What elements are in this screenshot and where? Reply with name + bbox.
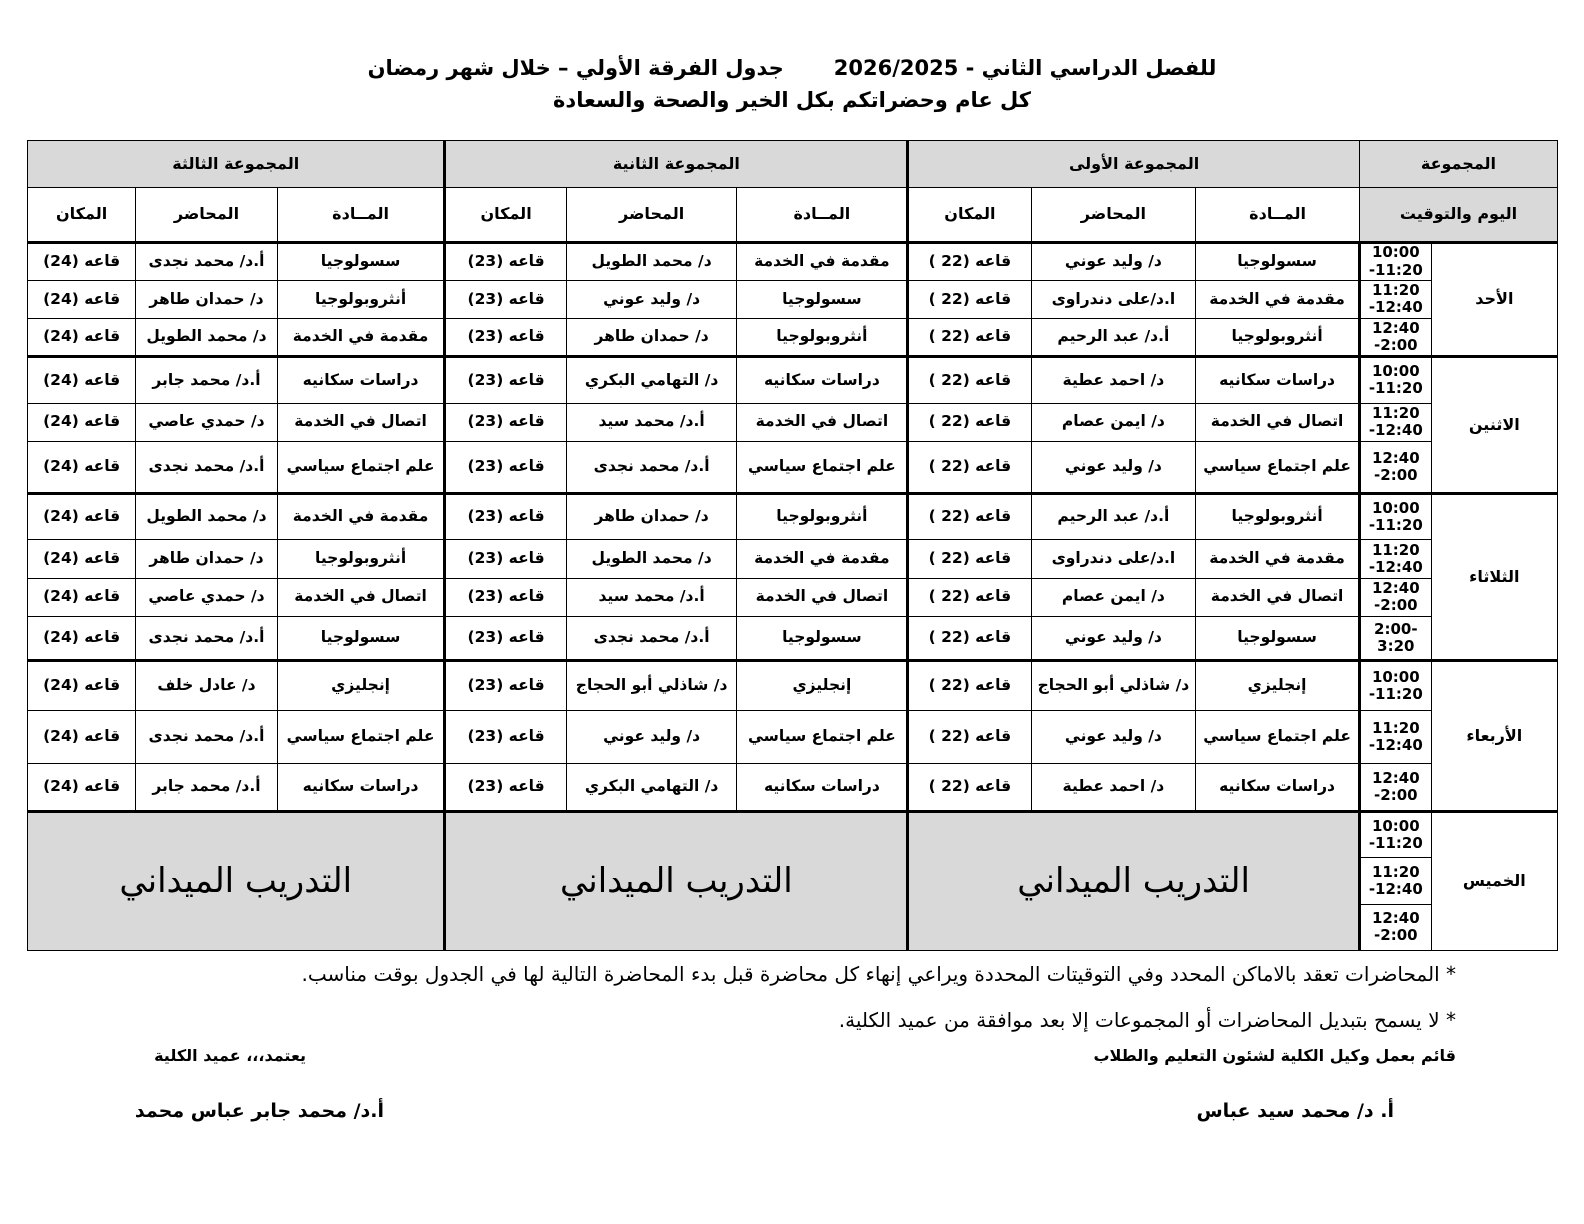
lecturer-cell: د/ محمد الطويل bbox=[566, 242, 737, 280]
time-slot: 12:40 -2:00 bbox=[1359, 763, 1431, 811]
subject-cell: مقدمة في الخدمة bbox=[737, 242, 908, 280]
lecturer-cell: أ.د/ عبد الرحيم bbox=[1031, 319, 1196, 357]
schedule-row bbox=[28, 319, 1558, 357]
lecturer-cell: د/ ايمن عصام bbox=[1031, 403, 1196, 441]
group-col-header: المجموعة bbox=[1359, 141, 1557, 188]
place-cell: قاعه (24) bbox=[28, 661, 136, 711]
time-slot: 12:40 -2:00 bbox=[1359, 319, 1431, 357]
subject-cell: مقدمة في الخدمة bbox=[277, 319, 445, 357]
day-label: الأحد bbox=[1431, 242, 1557, 357]
day-label: الاثنين bbox=[1431, 357, 1557, 494]
place-cell: قاعه (22 ) bbox=[908, 280, 1031, 318]
subject-cell: علم اجتماع سياسي bbox=[737, 711, 908, 763]
subject-cell: سسولوجيا bbox=[1196, 242, 1360, 280]
place-cell: قاعه (23) bbox=[445, 661, 566, 711]
lecturer-cell: د/ وليد عوني bbox=[1031, 616, 1196, 660]
time-slot: 11:20 -12:40 bbox=[1359, 280, 1431, 318]
subject-cell: أنثروبولوجيا bbox=[277, 540, 445, 578]
time-slot: 10:00 -11:20 bbox=[1359, 661, 1431, 711]
place-cell: قاعه (23) bbox=[445, 280, 566, 318]
place-cell: قاعه (23) bbox=[445, 578, 566, 616]
lecturer-cell: أ.د/ محمد جابر bbox=[136, 357, 277, 403]
time-slot: 10:00 -11:20 bbox=[1359, 242, 1431, 280]
subject-cell: اتصال في الخدمة bbox=[277, 578, 445, 616]
time-slot: 10:00 -11:20 bbox=[1359, 494, 1431, 540]
place-cell: قاعه (24) bbox=[28, 242, 136, 280]
lecturer-cell: د/ وليد عوني bbox=[566, 280, 737, 318]
page-subtitle: كل عام وحضراتكم بكل الخير والصحة والسعادة bbox=[553, 88, 1031, 112]
subject-cell: دراسات سكانيه bbox=[277, 763, 445, 811]
lecturer-cell: أ.د/ محمد نجدى bbox=[136, 616, 277, 660]
subject-cell: إنجليزي bbox=[1196, 661, 1360, 711]
place-cell: قاعه (24) bbox=[28, 616, 136, 660]
lecturer-cell: د/ احمد عطية bbox=[1031, 763, 1196, 811]
subject-cell: سسولوجيا bbox=[737, 616, 908, 660]
schedule-row bbox=[28, 494, 1558, 540]
group-header-2: المجموعة الثانية bbox=[445, 141, 908, 188]
subject-cell: اتصال في الخدمة bbox=[277, 403, 445, 441]
place-cell: قاعه (23) bbox=[445, 711, 566, 763]
place-cell: قاعه (23) bbox=[445, 319, 566, 357]
lecturer-cell: أ.د/ محمد نجدى bbox=[566, 616, 737, 660]
lecturer-cell: د/ وليد عوني bbox=[566, 711, 737, 763]
subject-cell: مقدمة في الخدمة bbox=[1196, 540, 1360, 578]
place-cell: قاعه (22 ) bbox=[908, 763, 1031, 811]
place-header: المكان bbox=[28, 188, 136, 242]
place-cell: قاعه (22 ) bbox=[908, 242, 1031, 280]
lecturer-cell: د/ وليد عوني bbox=[1031, 441, 1196, 493]
place-header: المكان bbox=[908, 188, 1031, 242]
place-cell: قاعه (22 ) bbox=[908, 441, 1031, 493]
lecturer-cell: د/ حمدي عاصي bbox=[136, 403, 277, 441]
place-cell: قاعه (24) bbox=[28, 319, 136, 357]
schedule-row bbox=[28, 540, 1558, 578]
subject-cell: اتصال في الخدمة bbox=[737, 578, 908, 616]
place-cell: قاعه (24) bbox=[28, 280, 136, 318]
signature-title-dean: يعتمد،،، عميد الكلية bbox=[154, 1046, 306, 1065]
place-cell: قاعه (24) bbox=[28, 763, 136, 811]
lecturer-header: المحاضر bbox=[1031, 188, 1196, 242]
time-slot: 11:20 -12:40 bbox=[1359, 711, 1431, 763]
day-label: الخميس bbox=[1431, 812, 1557, 951]
day-label: الأربعاء bbox=[1431, 661, 1557, 812]
time-slot: 11:20 -12:40 bbox=[1359, 403, 1431, 441]
subject-cell: علم اجتماع سياسي bbox=[1196, 441, 1360, 493]
lecturer-cell: أ.د/ عبد الرحيم bbox=[1031, 494, 1196, 540]
place-cell: قاعه (23) bbox=[445, 540, 566, 578]
day-time-header: اليوم والتوقيت bbox=[1359, 188, 1557, 242]
subject-cell: علم اجتماع سياسي bbox=[277, 711, 445, 763]
place-cell: قاعه (22 ) bbox=[908, 357, 1031, 403]
schedule-row bbox=[28, 403, 1558, 441]
signature-title-vice-dean: قائم بعمل وكيل الكلية لشئون التعليم والطلاب bbox=[1093, 1046, 1456, 1065]
lecturer-cell: د/ التهامي البكري bbox=[566, 357, 737, 403]
place-cell: قاعه (23) bbox=[445, 441, 566, 493]
lecturer-cell: د/ احمد عطية bbox=[1031, 357, 1196, 403]
subject-cell: إنجليزي bbox=[277, 661, 445, 711]
lecturer-cell: د/ وليد عوني bbox=[1031, 711, 1196, 763]
schedule-row bbox=[28, 578, 1558, 616]
subject-cell: دراسات سكانيه bbox=[737, 763, 908, 811]
lecturer-cell: أ.د/ محمد جابر bbox=[136, 763, 277, 811]
subject-cell: مقدمة في الخدمة bbox=[737, 540, 908, 578]
time-slot: 10:00 -11:20 bbox=[1359, 812, 1431, 858]
place-cell: قاعه (23) bbox=[445, 494, 566, 540]
lecturer-cell: د/ التهامي البكري bbox=[566, 763, 737, 811]
lecturer-cell: د/ عادل خلف bbox=[136, 661, 277, 711]
lecturer-cell: د/ حمدان طاهر bbox=[136, 280, 277, 318]
group-header-1: المجموعة الأولى bbox=[908, 141, 1360, 188]
subject-header: المــادة bbox=[737, 188, 908, 242]
schedule-row bbox=[28, 661, 1558, 711]
lecturer-cell: د/ محمد الطويل bbox=[136, 494, 277, 540]
header-row-fields bbox=[28, 188, 1558, 242]
lecturer-cell: د/ وليد عوني bbox=[1031, 242, 1196, 280]
schedule-row bbox=[28, 616, 1558, 660]
lecturer-cell: د/ حمدان طاهر bbox=[566, 494, 737, 540]
place-cell: قاعه (24) bbox=[28, 578, 136, 616]
time-slot: 12:40 -2:00 bbox=[1359, 441, 1431, 493]
subject-cell: أنثروبولوجيا bbox=[737, 319, 908, 357]
lecturer-cell: د/ حمدان طاهر bbox=[136, 540, 277, 578]
page-title bbox=[0, 56, 1584, 80]
schedule-row bbox=[28, 357, 1558, 403]
place-cell: قاعه (22 ) bbox=[908, 616, 1031, 660]
subject-header: المــادة bbox=[277, 188, 445, 242]
time-slot: 12:40 -2:00 bbox=[1359, 578, 1431, 616]
time-slot: 11:20 -12:40 bbox=[1359, 858, 1431, 904]
place-cell: قاعه (23) bbox=[445, 242, 566, 280]
place-cell: قاعه (22 ) bbox=[908, 578, 1031, 616]
lecturer-cell: د/ شاذلي أبو الحجاج bbox=[566, 661, 737, 711]
subject-cell: اتصال في الخدمة bbox=[737, 403, 908, 441]
time-slot: 10:00 -11:20 bbox=[1359, 357, 1431, 403]
signature-name-dean: أ.د/ محمد جابر عباس محمد bbox=[134, 1100, 384, 1122]
subject-cell: علم اجتماع سياسي bbox=[277, 441, 445, 493]
field-training-cell: التدريب الميداني bbox=[445, 812, 908, 951]
subject-cell: اتصال في الخدمة bbox=[1196, 578, 1360, 616]
place-cell: قاعه (23) bbox=[445, 357, 566, 403]
subject-cell: دراسات سكانيه bbox=[277, 357, 445, 403]
place-cell: قاعه (24) bbox=[28, 711, 136, 763]
place-cell: قاعه (24) bbox=[28, 403, 136, 441]
place-cell: قاعه (22 ) bbox=[908, 711, 1031, 763]
subject-cell: علم اجتماع سياسي bbox=[1196, 711, 1360, 763]
lecturer-cell: أ.د/ محمد نجدى bbox=[136, 711, 277, 763]
schedule-row bbox=[28, 280, 1558, 318]
lecturer-cell: د/ محمد الطويل bbox=[566, 540, 737, 578]
subject-cell: دراسات سكانيه bbox=[1196, 357, 1360, 403]
subject-cell: أنثروبولوجيا bbox=[737, 494, 908, 540]
lecturer-cell: أ.د/ محمد نجدى bbox=[566, 441, 737, 493]
place-cell: قاعه (22 ) bbox=[908, 540, 1031, 578]
subject-cell: دراسات سكانيه bbox=[737, 357, 908, 403]
place-header: المكان bbox=[445, 188, 566, 242]
header-row-groups bbox=[28, 141, 1558, 188]
subject-cell: علم اجتماع سياسي bbox=[737, 441, 908, 493]
place-cell: قاعه (22 ) bbox=[908, 403, 1031, 441]
lecturer-cell: أ.د/ محمد نجدى bbox=[136, 242, 277, 280]
field-training-cell: التدريب الميداني bbox=[908, 812, 1360, 951]
subject-cell: دراسات سكانيه bbox=[1196, 763, 1360, 811]
subject-cell: اتصال في الخدمة bbox=[1196, 403, 1360, 441]
group-header-3: المجموعة الثالثة bbox=[28, 141, 445, 188]
lecturer-cell: أ.د/ محمد نجدى bbox=[136, 441, 277, 493]
subject-cell: أنثروبولوجيا bbox=[277, 280, 445, 318]
lecturer-header: المحاضر bbox=[566, 188, 737, 242]
lecturer-cell: د/ شاذلي أبو الحجاج bbox=[1031, 661, 1196, 711]
subject-cell: مقدمة في الخدمة bbox=[277, 494, 445, 540]
schedule-row bbox=[28, 441, 1558, 493]
place-cell: قاعه (22 ) bbox=[908, 319, 1031, 357]
schedule-row bbox=[28, 763, 1558, 811]
subject-cell: إنجليزي bbox=[737, 661, 908, 711]
signature-name-vice-dean: أ. د/ محمد سيد عباس bbox=[1196, 1100, 1394, 1122]
subject-cell: سسولوجيا bbox=[737, 280, 908, 318]
subject-cell: سسولوجيا bbox=[1196, 616, 1360, 660]
lecturer-cell: د/ ايمن عصام bbox=[1031, 578, 1196, 616]
subject-cell: أنثروبولوجيا bbox=[1196, 319, 1360, 357]
subject-cell: مقدمة في الخدمة bbox=[1196, 280, 1360, 318]
lecturer-cell: ا.د/على دندراوى bbox=[1031, 280, 1196, 318]
time-slot: 2:00- 3:20 bbox=[1359, 616, 1431, 660]
place-cell: قاعه (24) bbox=[28, 540, 136, 578]
lecturer-cell: د/ محمد الطويل bbox=[136, 319, 277, 357]
place-cell: قاعه (23) bbox=[445, 616, 566, 660]
schedule-table bbox=[27, 140, 1558, 951]
lecturer-cell: أ.د/ محمد سيد bbox=[566, 403, 737, 441]
subject-header: المــادة bbox=[1196, 188, 1360, 242]
place-cell: قاعه (22 ) bbox=[908, 494, 1031, 540]
time-slot: 11:20 -12:40 bbox=[1359, 540, 1431, 578]
place-cell: قاعه (23) bbox=[445, 403, 566, 441]
time-slot: 12:40 -2:00 bbox=[1359, 904, 1431, 950]
place-cell: قاعه (24) bbox=[28, 494, 136, 540]
lecturer-cell: ا.د/على دندراوى bbox=[1031, 540, 1196, 578]
schedule-row bbox=[28, 242, 1558, 280]
lecturer-cell: د/ حمدي عاصي bbox=[136, 578, 277, 616]
schedule-row bbox=[28, 711, 1558, 763]
subject-cell: سسولوجيا bbox=[277, 242, 445, 280]
place-cell: قاعه (23) bbox=[445, 763, 566, 811]
title-part2: للفصل الدراسي الثاني - 2026/2025 bbox=[833, 56, 1217, 80]
subject-cell: سسولوجيا bbox=[277, 616, 445, 660]
place-cell: قاعه (24) bbox=[28, 357, 136, 403]
lecturer-cell: أ.د/ محمد سيد bbox=[566, 578, 737, 616]
title-part1: جدول الفرقة الأولي – خلال شهر رمضان bbox=[367, 56, 784, 80]
note-2: * لا يسمح بتبديل المحاضرات أو المجموعات إلا بعد موافقة من عميد الكلية. bbox=[838, 1008, 1456, 1032]
place-cell: قاعه (24) bbox=[28, 441, 136, 493]
field-training-cell: التدريب الميداني bbox=[28, 812, 445, 951]
lecturer-cell: د/ حمدان طاهر bbox=[566, 319, 737, 357]
schedule-row bbox=[28, 812, 1558, 858]
subject-cell: أنثروبولوجيا bbox=[1196, 494, 1360, 540]
day-label: الثلاثاء bbox=[1431, 494, 1557, 661]
lecturer-header: المحاضر bbox=[136, 188, 277, 242]
note-1: * المحاضرات تعقد بالاماكن المحدد وفي التوقيتات المحددة ويراعي إنهاء كل محاضرة قبل بدء المحاضرة التالية لها في الجدول بوقت مناسب. bbox=[301, 962, 1456, 986]
place-cell: قاعه (22 ) bbox=[908, 661, 1031, 711]
